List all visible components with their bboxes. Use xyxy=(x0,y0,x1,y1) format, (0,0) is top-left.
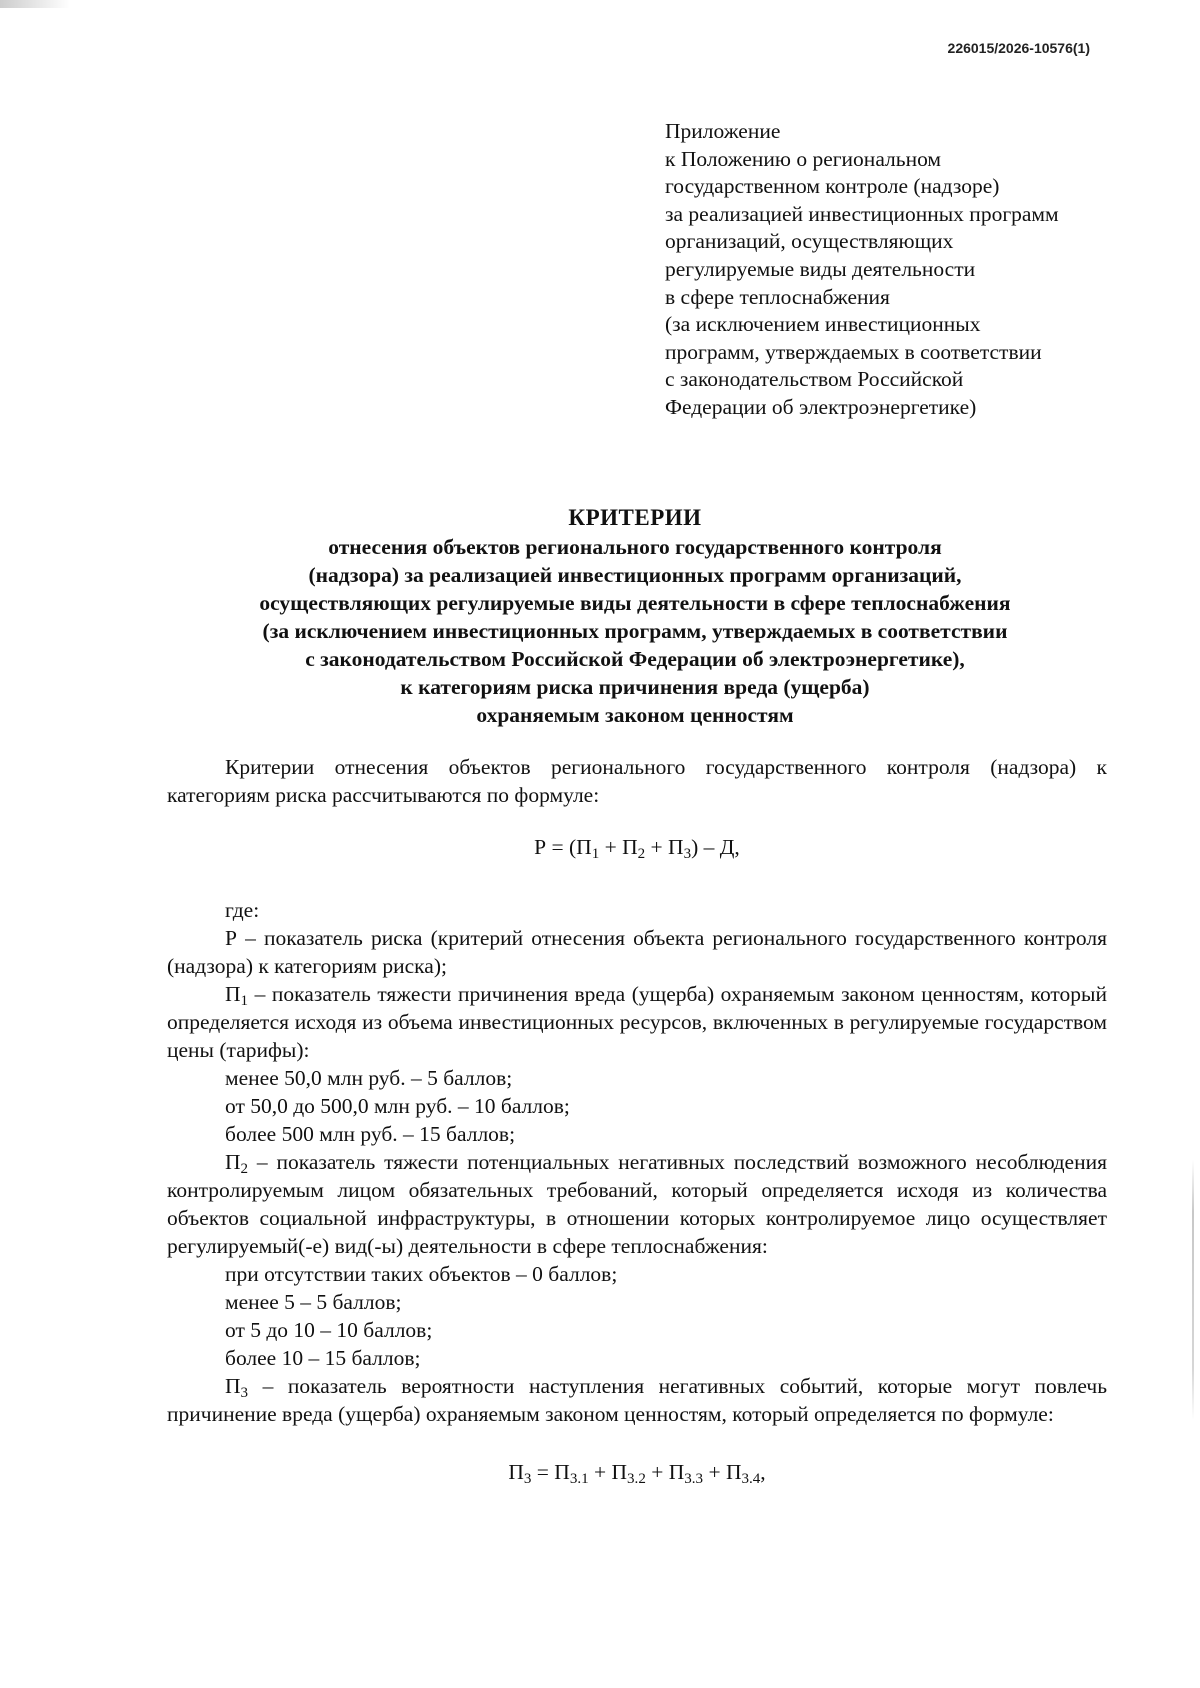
p3-definition xyxy=(167,1372,1107,1428)
title-line: осуществляющих регулируемые виды деятельности в сфере теплоснабжения xyxy=(259,591,1011,615)
appendix-line: с законодательством Российской xyxy=(665,367,964,392)
appendix-line: Федерации об электроэнергетике) xyxy=(665,394,977,419)
symbol-subscript: 2 xyxy=(240,1160,249,1177)
title-line: к категориям риска причинения вреда (ущерба) xyxy=(400,675,870,699)
formula-part: + П xyxy=(645,835,684,859)
formula-subscript: 2 xyxy=(637,845,646,862)
symbol: П xyxy=(225,1150,241,1174)
p3-formula xyxy=(167,1458,1107,1486)
risk-formula xyxy=(167,833,1107,861)
appendix-line: к Положению о региональном xyxy=(665,146,942,171)
formula-subscript: 3.3 xyxy=(684,1470,704,1487)
title-line: отнесения объектов регионального государственного контроля xyxy=(328,535,942,559)
list-item: более 10 – 15 баллов; xyxy=(225,1346,421,1370)
appendix-line: государственном контроле (надзоре) xyxy=(665,174,1000,199)
formula-part: + П xyxy=(703,1460,742,1484)
appendix-line: программ, утверждаемых в соответствии xyxy=(665,339,1042,364)
formula-subscript: 3 xyxy=(683,845,692,862)
document-id: 226015/2026-10576(1) xyxy=(947,40,1090,56)
list-item: менее 50,0 млн руб. – 5 баллов; xyxy=(225,1066,513,1090)
formula-part: + П xyxy=(599,835,638,859)
symbol: П xyxy=(225,1374,241,1398)
where-label: где: xyxy=(225,898,260,922)
scan-artifact xyxy=(1192,1160,1194,1420)
appendix-line: в сфере теплоснабжения xyxy=(665,284,890,309)
list-item: от 5 до 10 – 10 баллов; xyxy=(225,1318,433,1342)
title-line: (надзора) за реализацией инвестиционных программ организаций, xyxy=(308,563,962,587)
definition-text: – показатель вероятности наступления негативных событий, которые могут повлечь причинение вреда (ущерба) охраняемым законом ценностям, который определяется по формуле: xyxy=(167,1374,1107,1426)
title-line: (за исключением инвестиционных программ, утверждаемых в соответствии xyxy=(262,619,1008,643)
appendix-line: регулируемые виды деятельности xyxy=(665,256,976,281)
p1-definition xyxy=(167,980,1107,1064)
appendix-line: организаций, осуществляющих xyxy=(665,229,954,254)
formula-subscript: 3.2 xyxy=(627,1470,646,1487)
p-definition: Р – показатель риска (критерий отнесения объекта регионального государственного контроля (надзора) к категориям риска); xyxy=(167,926,1107,978)
list-item: менее 5 – 5 баллов; xyxy=(225,1290,402,1314)
p2-definition xyxy=(167,1148,1107,1260)
scan-artifact xyxy=(0,0,70,8)
appendix-line: за реализацией инвестиционных программ xyxy=(665,201,1059,226)
formula-part: + П xyxy=(588,1460,628,1484)
list-item: более 500 млн руб. – 15 баллов; xyxy=(225,1122,516,1146)
formula-subscript: 3 xyxy=(523,1470,532,1487)
formula-part: + П xyxy=(645,1460,685,1484)
list-item: при отсутствии таких объектов – 0 баллов; xyxy=(225,1262,618,1286)
symbol-subscript: 1 xyxy=(240,992,249,1009)
symbol-subscript: 3 xyxy=(240,1384,249,1401)
title-line: охраняемым законом ценностям xyxy=(476,703,794,727)
appendix-header xyxy=(665,118,1135,422)
symbol: П xyxy=(225,982,241,1006)
formula-part: П xyxy=(508,1460,524,1484)
formula-subscript: 1 xyxy=(591,845,600,862)
document-title xyxy=(160,503,1110,729)
formula-subscript: 3.1 xyxy=(569,1470,589,1487)
list-item: от 50,0 до 500,0 млн руб. – 10 баллов; xyxy=(225,1094,570,1118)
document-body xyxy=(167,753,1107,1486)
definition-text: – показатель тяжести причинения вреда (ущерба) охраняемым законом ценностям, который определяется исходя из объема инвестиционных ресурсов, включенных в регулируемые государством цены (тарифы): xyxy=(167,982,1107,1062)
formula-part: = П xyxy=(531,1460,570,1484)
title-heading: КРИТЕРИИ xyxy=(568,505,702,530)
formula-part: , xyxy=(760,1460,766,1484)
appendix-line: (за исключением инвестиционных xyxy=(665,312,981,337)
formula-subscript: 3.4 xyxy=(741,1470,761,1487)
intro-paragraph: Критерии отнесения объектов регионального государственного контроля (надзора) к категориям риска рассчитываются по формуле: xyxy=(167,755,1107,807)
formula-part: Р = (П xyxy=(534,835,592,859)
formula-part: ) – Д, xyxy=(691,835,740,859)
definition-text: – показатель тяжести потенциальных негативных последствий возможного несоблюдения контролируемым лицом обязательных требований, который определяется исходя из количества объектов социальной инфраструктуры, в отношении которых контролируемое лицо осуществляет регулируемый(-е) вид(-ы) деятельности в сфере теплоснабжения: xyxy=(167,1150,1107,1258)
title-line: с законодательством Российской Федерации об электроэнергетике), xyxy=(305,647,965,671)
appendix-line: Приложение xyxy=(665,119,781,143)
